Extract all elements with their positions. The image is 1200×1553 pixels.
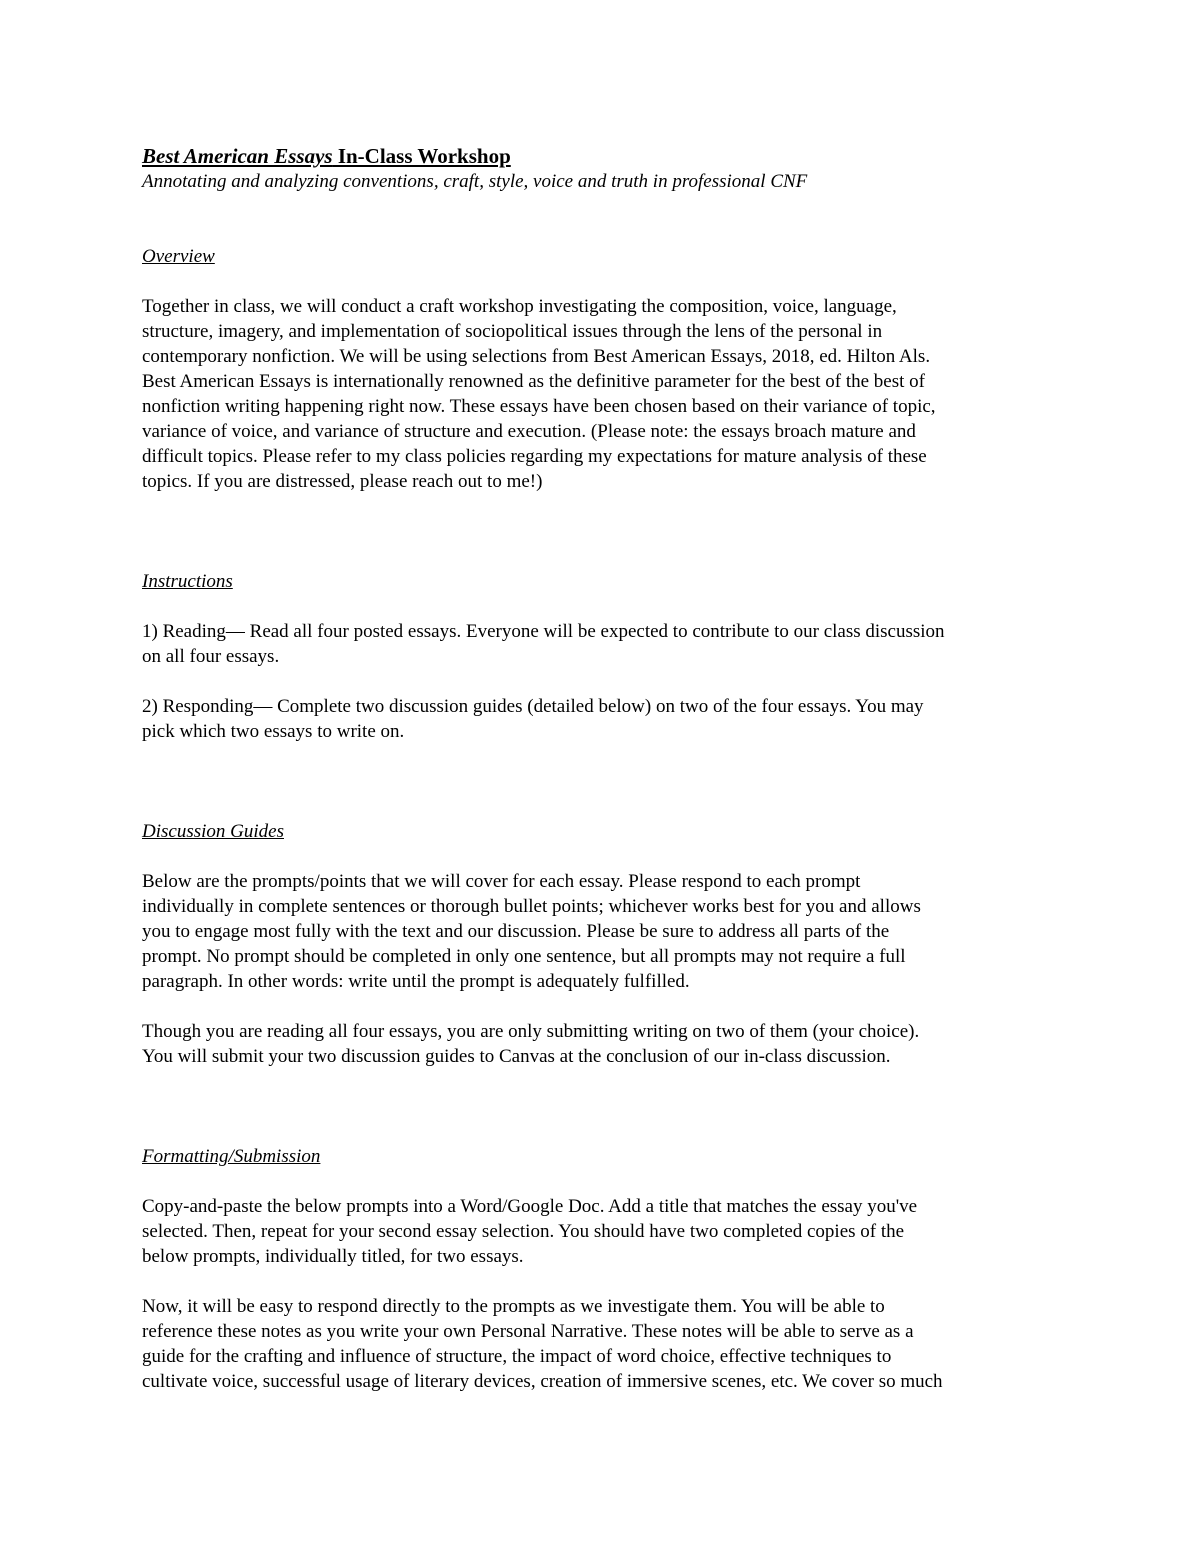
title-italic: Best American Essays <box>142 144 333 168</box>
spacer <box>142 1069 1072 1144</box>
document-title <box>142 143 1072 170</box>
discussion-guides-paragraph-1: Below are the prompts/points that we will cover for each essay. Please respond to each prompt individually in complete sentences or thorough bullet points; whichever works best for you and allows you to engage most fully with the text and our discussion. Please be sure to address all parts of the prompt. No prompt should be completed in only one sentence, but all prompts may not require a full paragraph. In other words: write until the prompt is adequately fulfilled. <box>142 871 921 992</box>
document-page <box>142 143 1072 1394</box>
instructions-item-reading: 1) Reading— Read all four posted essays. Everyone will be expected to contribute to our class discussion on all four essays. <box>142 621 945 667</box>
spacer <box>142 844 1072 869</box>
spacer <box>142 269 1072 294</box>
spacer <box>142 669 1072 694</box>
spacer <box>142 494 1072 569</box>
instructions-heading: Instructions <box>142 571 233 592</box>
title-rest: In-Class Workshop <box>332 144 511 168</box>
spacer <box>142 994 1072 1019</box>
formatting-paragraph-2: Now, it will be easy to respond directly to the prompts as we investigate them. You will be able to reference these notes as you write your own Personal Narrative. These notes will be able to serve as a guide for the crafting and influence of structure, the impact of word choice, effective techniques to cultivate voice, successful usage of literary devices, creation of immersive scenes, etc. We cover so much <box>142 1296 943 1392</box>
discussion-guides-paragraph-2: Though you are reading all four essays, you are only submitting writing on two of them (your choice). You will submit your two discussion guides to Canvas at the conclusion of our in-class discussion. <box>142 1021 920 1067</box>
overview-paragraph: Together in class, we will conduct a craft workshop investigating the composition, voice, language, structure, imagery, and implementation of sociopolitical issues through the lens of the personal in contemporary nonfiction. We will be using selections from Best American Essays, 2018, ed. Hilton Als. Best American Essays is internationally renowned as the definitive parameter for the best of the best of nonfiction writing happening right now. These essays have been chosen based on their variance of topic, variance of voice, and variance of structure and execution. (Please note: the essays broach mature and difficult topics. Please refer to my class policies regarding my expectations for mature analysis of these topics. If you are distressed, please reach out to me!) <box>142 296 936 492</box>
spacer <box>142 594 1072 619</box>
document-subtitle: Annotating and analyzing conventions, craft, style, voice and truth in professional CNF <box>142 171 808 192</box>
spacer <box>142 1169 1072 1194</box>
instructions-item-responding: 2) Responding— Complete two discussion guides (detailed below) on two of the four essays. You may pick which two essays to write on. <box>142 696 924 742</box>
spacer <box>142 194 1072 244</box>
spacer <box>142 1269 1072 1294</box>
discussion-guides-heading: Discussion Guides <box>142 821 284 842</box>
overview-heading: Overview <box>142 246 215 267</box>
formatting-paragraph-1: Copy-and-paste the below prompts into a Word/Google Doc. Add a title that matches the essay you've selected. Then, repeat for your second essay selection. You should have two completed copies of the below prompts, individually titled, for two essays. <box>142 1196 918 1267</box>
formatting-heading: Formatting/Submission <box>142 1146 321 1167</box>
spacer <box>142 744 1072 819</box>
